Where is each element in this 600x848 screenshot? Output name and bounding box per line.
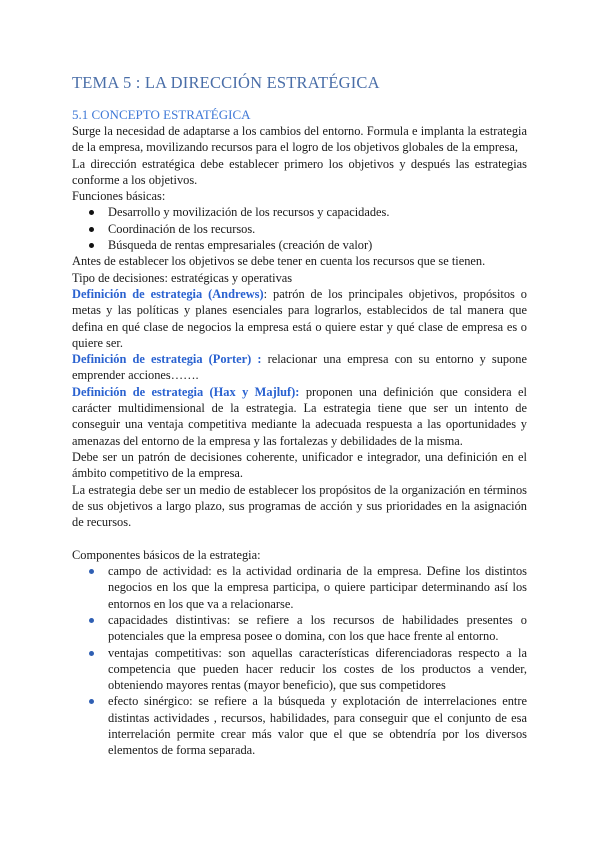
bullet-icon [89,243,94,248]
paragraph: La estrategia debe ser un medio de establecer los propósitos de la organización en términos de sus objetivos a largo plazo, sus programas de acción y sus prioridades en la asignación de recursos. [72,482,527,530]
components-list [72,563,527,759]
list-item [72,612,527,645]
list-item-text: Desarrollo y movilización de los recursos y capacidades. [108,205,390,220]
list-item [72,221,527,237]
paragraph: Surge la necesidad de adaptarse a los cambios del entorno. Formula e implanta la estrategia de la empresa, movilizando recursos para el logro de los objetivos globales de la empresa, [72,124,527,155]
list-item [72,645,527,694]
definition-label: Definición de estrategia (Hax y Majluf): [72,384,300,399]
paragraph: La dirección estratégica debe establecer primero los objetivos y después las estrategias conforme a los objetivos. [72,156,527,187]
paragraph: Debe ser un patrón de decisiones coherente, unificador e integrador, una definición en el ámbito competitivo de la empresa. [72,449,527,481]
bullet-icon [89,569,94,574]
document-title: TEMA 5 : LA DIRECCIÓN ESTRATÉGICA [72,73,380,92]
section-heading: 5.1 CONCEPTO ESTRATÉGICA [72,107,251,122]
definition-text: : patrón de los principales objetivos, propósitos o metas y las políticas y planes esenciales para lograrlos, establecidos de tal manera que defina en qué clase de negocios la empresa está o quiere estar y qué clase de empresa es o quiere ser. [72,286,527,350]
paragraph: Componentes básicos de la estrategia: [72,547,261,562]
list-item-text: capacidades distintivas: se refiere a los recursos de habilidades presentes o potenciales que la empresa posee o domina, con los que hace frente al entorno. [108,612,527,644]
definition-andrews [72,286,527,351]
definition-porter [72,351,527,384]
definition-label: Definición de estrategia (Porter) : [72,352,262,367]
document-page [72,72,527,759]
list-item-text: Coordinación de los recursos. [108,221,256,236]
paragraph: Antes de establecer los objetivos se debe tener en cuenta los recursos que se tienen. [72,254,486,269]
list-item [72,204,527,220]
functions-list [72,204,527,253]
paragraph: Funciones básicas: [72,189,166,204]
list-item [72,237,527,253]
bullet-icon [89,651,94,656]
list-item-text: ventajas competitivas: son aquellas características diferenciadoras respecto a la competencia que pueden hacer reducir los costes de los productos a vender, obteniendo mayores rentas (mayor beneficio), que sus competidores [108,645,527,693]
list-item-text: campo de actividad: es la actividad ordinaria de la empresa. Define los distintos negocios en los que la empresa participa, o quiere participar determinando así los entornos en los que va a relacionarse. [108,564,527,611]
bullet-icon [89,699,94,704]
bullet-icon [89,210,94,215]
list-item-text: efecto sinérgico: se refiere a la búsqueda y explotación de interrelaciones entre distintas actividades , recursos, habilidades, para conseguir que el conjunto de esa interrelación permite crear más valor que el que se obtendría por los diversos elementos de forma separada. [108,694,527,758]
bullet-icon [89,227,94,232]
definition-text: relacionar una empresa con su entorno y supone emprender acciones……. [72,352,527,383]
bullet-icon [89,618,94,623]
definition-hax-majluf [72,384,527,449]
definition-text: proponen una definición que considera el carácter multidimensional de la estrategia. La estrategia tiene que ser un intento de conseguir una ventaja competitiva mediante la adecuada respuesta a las oportunidades y amenazas del entorno de la empresa y las fortalezas y debilidades de la misma. [72,384,528,448]
list-item-text: Búsqueda de rentas empresariales (creación de valor) [108,238,373,253]
definition-label: Definición de estrategia (Andrews) [72,286,264,301]
list-item [72,563,527,612]
paragraph: Tipo de decisiones: estratégicas y operativas [72,270,293,285]
list-item [72,693,527,758]
